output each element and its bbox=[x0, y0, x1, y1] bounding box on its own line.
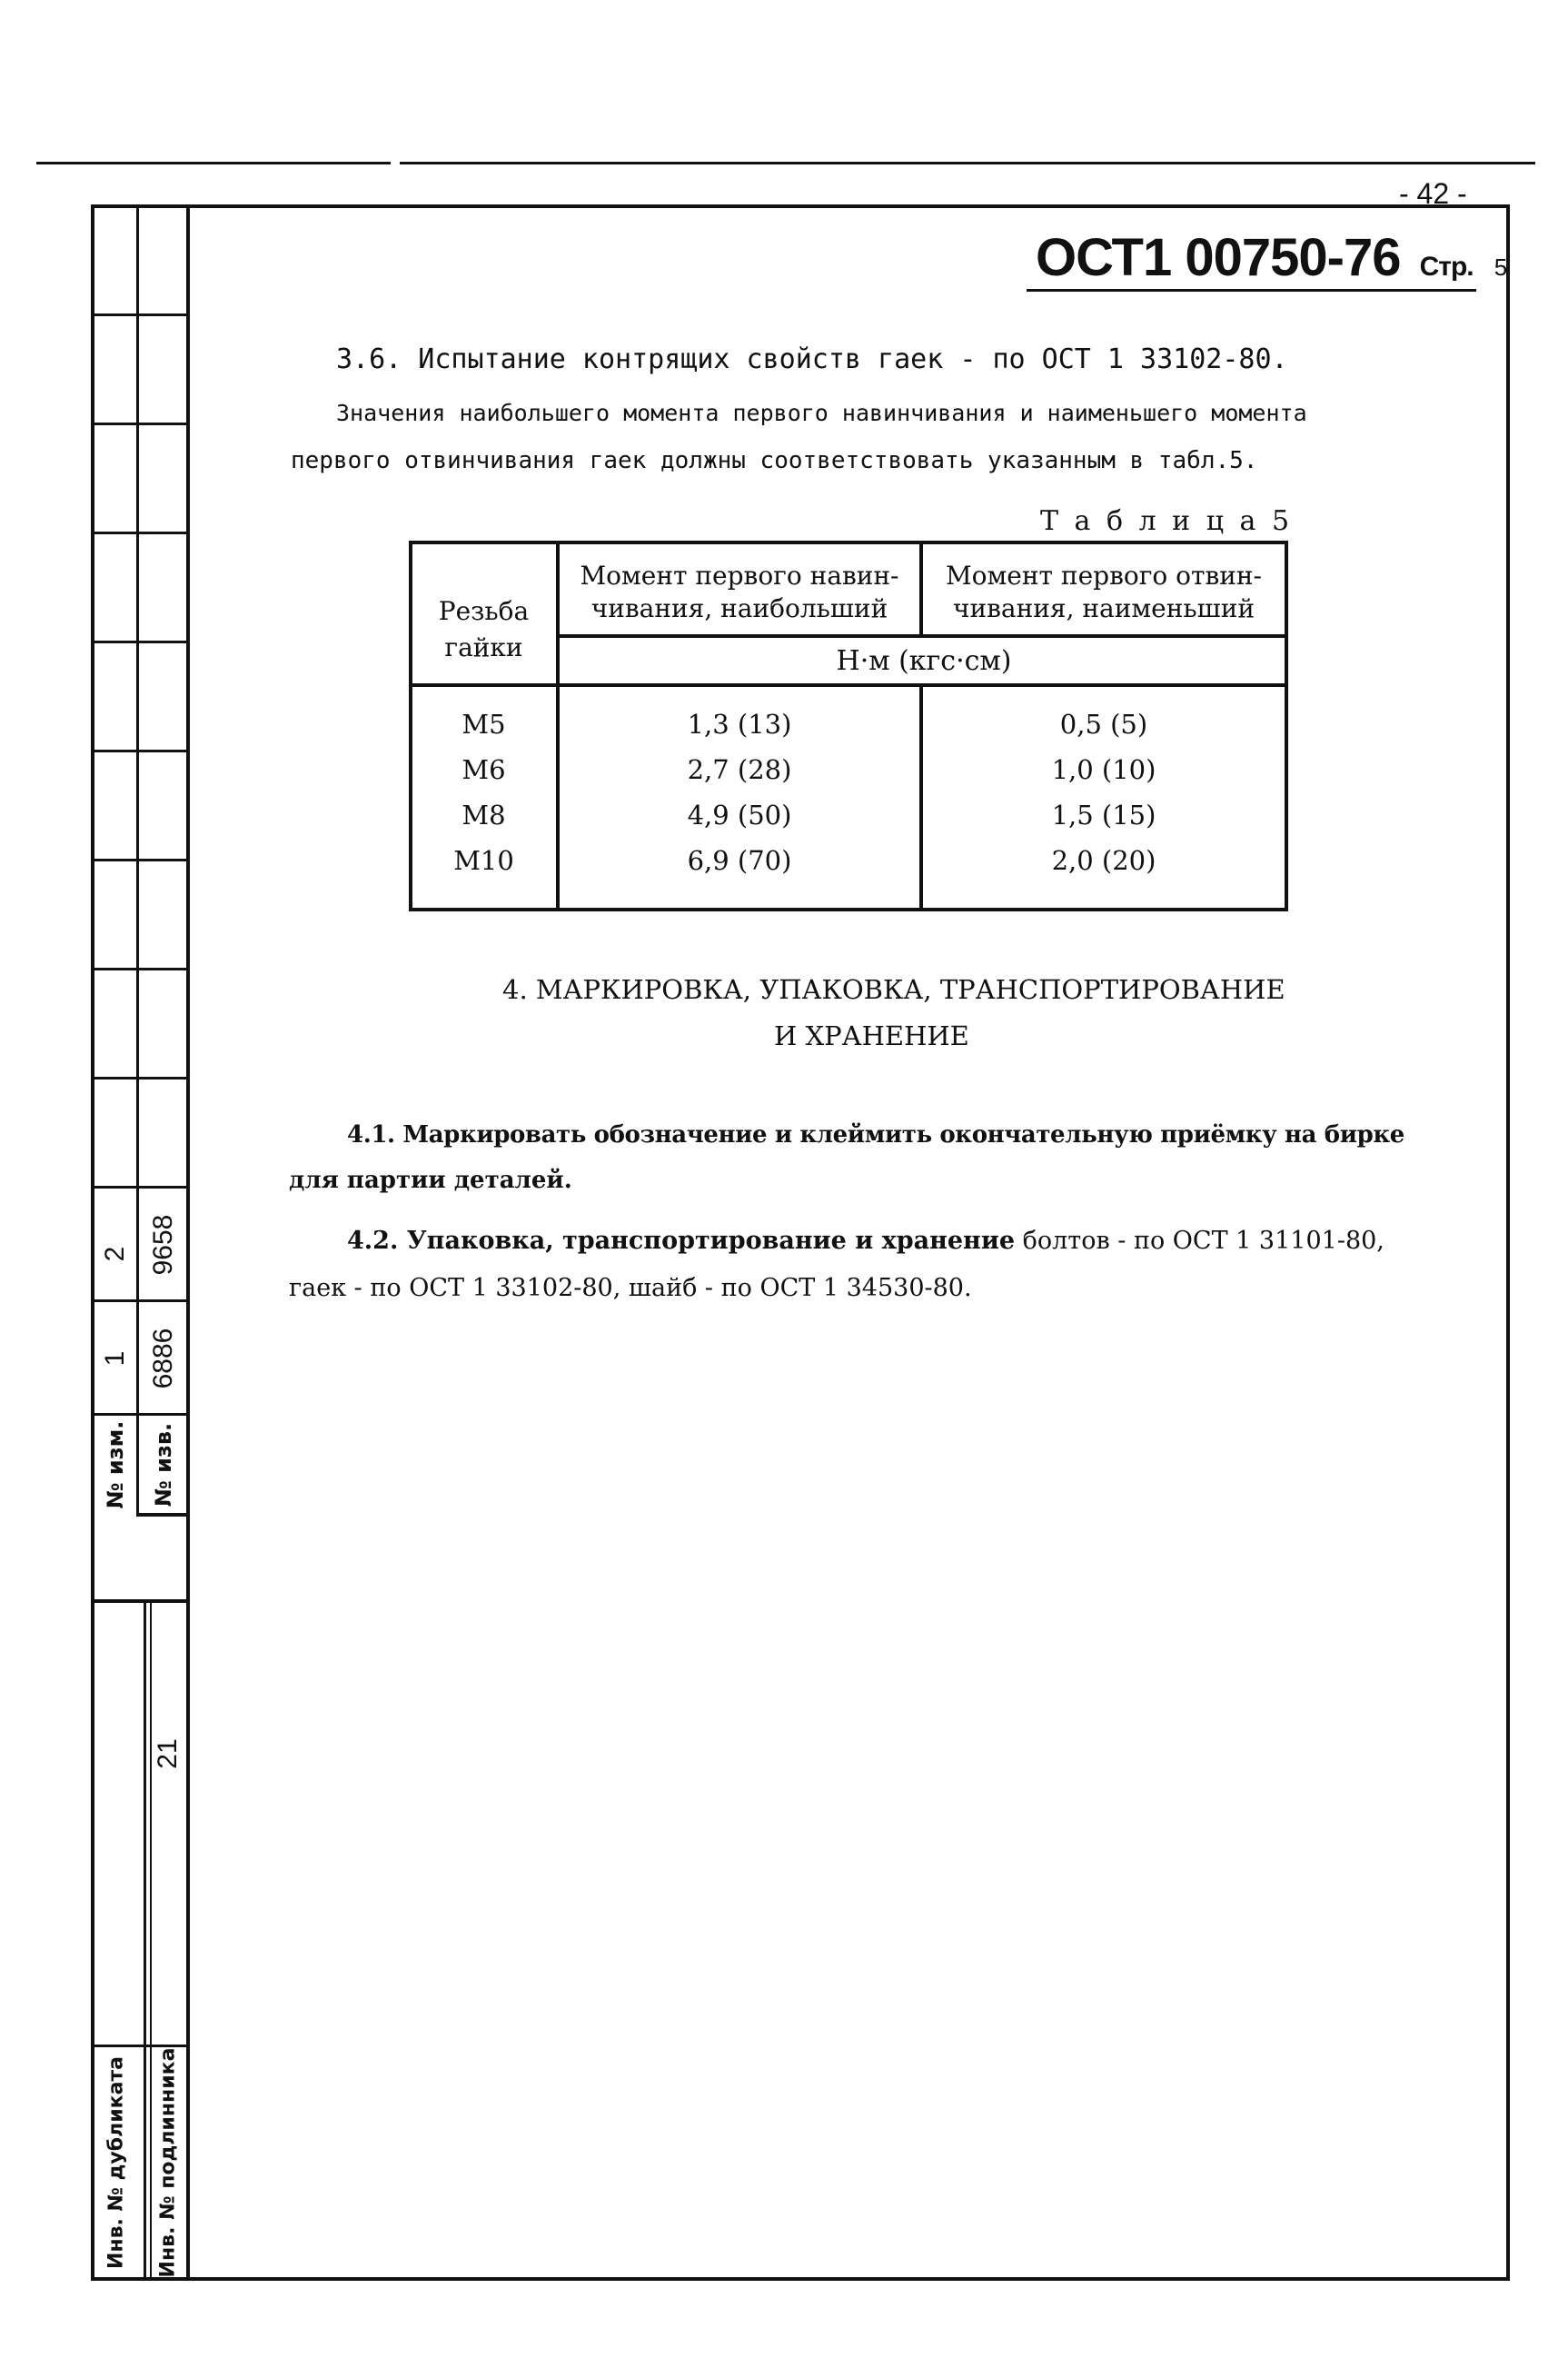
side-strip-divider bbox=[91, 859, 186, 861]
paragraph-4-1-line1: 4.1. Маркировать обозначение и клеймить окончательную приёмку на бирке bbox=[347, 1121, 1404, 1149]
side-strip-line bbox=[186, 204, 190, 2281]
doc-number-2: 9658 bbox=[148, 1214, 178, 1276]
side-strip-divider-thick bbox=[136, 1513, 189, 1517]
side-strip-divider bbox=[91, 423, 186, 425]
table-head-min-line2: чивания, наименьший bbox=[952, 593, 1255, 623]
table-row-thread: М6 bbox=[461, 754, 506, 785]
table-row-divider bbox=[556, 634, 1288, 638]
table-row-max: 1,3 (13) bbox=[687, 709, 792, 740]
table-head-max-line1: Момент первого навин- bbox=[580, 561, 899, 591]
side-strip-line-lower bbox=[150, 1599, 152, 2281]
doc-number-1: 6886 bbox=[148, 1328, 178, 1389]
table-caption: Т а б л и ц а 5 bbox=[1040, 505, 1294, 537]
table-row-thread: М5 bbox=[461, 709, 506, 740]
sheet-number: - 42 - bbox=[1399, 177, 1467, 210]
table-row-max: 4,9 (50) bbox=[687, 800, 792, 831]
paragraph-4-2-line1 bbox=[347, 1227, 1384, 1255]
side-strip-divider bbox=[91, 1186, 186, 1189]
table-head-thread-line2: гайки bbox=[444, 632, 523, 662]
section-4-title-line1: 4. МАРКИРОВКА, УПАКОВКА, ТРАНСПОРТИРОВАНИЕ bbox=[502, 974, 1285, 1005]
table-units: Н·м (кгс·см) bbox=[836, 645, 1012, 677]
table-head-min-line1: Момент первого отвин- bbox=[945, 561, 1263, 591]
header-underline bbox=[1027, 289, 1476, 292]
original-inventory-label: Инв. № подлинника bbox=[156, 2047, 180, 2278]
section-3-6-para-line2: первого отвинчивания гаек должны соответствовать указанным в табл.5. bbox=[291, 447, 1258, 474]
side-strip-divider-thick bbox=[91, 1599, 189, 1603]
side-strip-divider-lower bbox=[91, 2045, 189, 2047]
page-number: 5 bbox=[1494, 254, 1507, 281]
notice-label: № изв. bbox=[151, 1422, 176, 1507]
section-3-6-para-line1: Значения наибольшего момента первого навинчивания и наименьшего момента bbox=[336, 400, 1307, 426]
table-row-thread: М8 bbox=[461, 800, 506, 831]
side-strip-line-lower bbox=[144, 1599, 146, 2281]
page-label: Стр. bbox=[1419, 252, 1474, 282]
paragraph-4-2-rest: болтов - по ОСТ 1 31101-80, bbox=[1015, 1227, 1384, 1255]
table-head-thread-line1: Резьба bbox=[438, 596, 530, 626]
section-3-6-heading: 3.6. Испытание контрящих свойств гаек - по ОСТ 1 33102-80. bbox=[336, 343, 1288, 375]
table-row-min: 0,5 (5) bbox=[1059, 709, 1148, 740]
paragraph-4-2-bold: 4.2. Упаковка, транспортирование и хранение bbox=[347, 1227, 1016, 1255]
side-strip-divider bbox=[91, 750, 186, 752]
doc-code bbox=[1036, 227, 1506, 288]
original-inventory-number: 21 bbox=[153, 1738, 183, 1769]
top-stray-line-right bbox=[400, 162, 1535, 164]
side-strip-divider bbox=[91, 1413, 186, 1416]
change-number-1: 1 bbox=[100, 1350, 130, 1367]
table-head-max-line2: чивания, наибольший bbox=[590, 593, 888, 623]
table-head-min-torque bbox=[923, 560, 1285, 625]
section-4-title-line2: И ХРАНЕНИЕ bbox=[774, 1020, 969, 1051]
side-strip-divider bbox=[91, 1077, 186, 1080]
paragraph-4-2-line2: гаек - по ОСТ 1 33102-80, шайб - по ОСТ 1 34530-80. bbox=[289, 1274, 972, 1302]
side-strip-divider bbox=[91, 641, 186, 643]
side-strip-divider bbox=[91, 313, 186, 316]
side-strip-divider bbox=[91, 532, 186, 534]
table-row-min: 1,5 (15) bbox=[1051, 800, 1156, 831]
table-row-divider bbox=[409, 683, 1288, 687]
change-number-2: 2 bbox=[100, 1246, 130, 1262]
doc-code-text: ОСТ1 00750-76 bbox=[1036, 228, 1401, 287]
change-label: № изм. bbox=[103, 1420, 128, 1509]
side-strip-divider bbox=[91, 968, 186, 970]
table-head-max-torque bbox=[560, 560, 919, 625]
table-row-thread: М10 bbox=[453, 845, 514, 876]
side-strip-divider bbox=[91, 1299, 186, 1302]
table-head-thread bbox=[413, 595, 554, 664]
duplicate-inventory-label: Инв. № дубликата bbox=[104, 2055, 128, 2270]
table-row-max: 6,9 (70) bbox=[687, 845, 792, 876]
table-row-max: 2,7 (28) bbox=[687, 754, 792, 785]
paragraph-4-1-line2: для партии деталей. bbox=[289, 1167, 572, 1194]
top-stray-line bbox=[36, 162, 391, 164]
table-row-min: 1,0 (10) bbox=[1051, 754, 1156, 785]
table-row-min: 2,0 (20) bbox=[1051, 845, 1156, 876]
